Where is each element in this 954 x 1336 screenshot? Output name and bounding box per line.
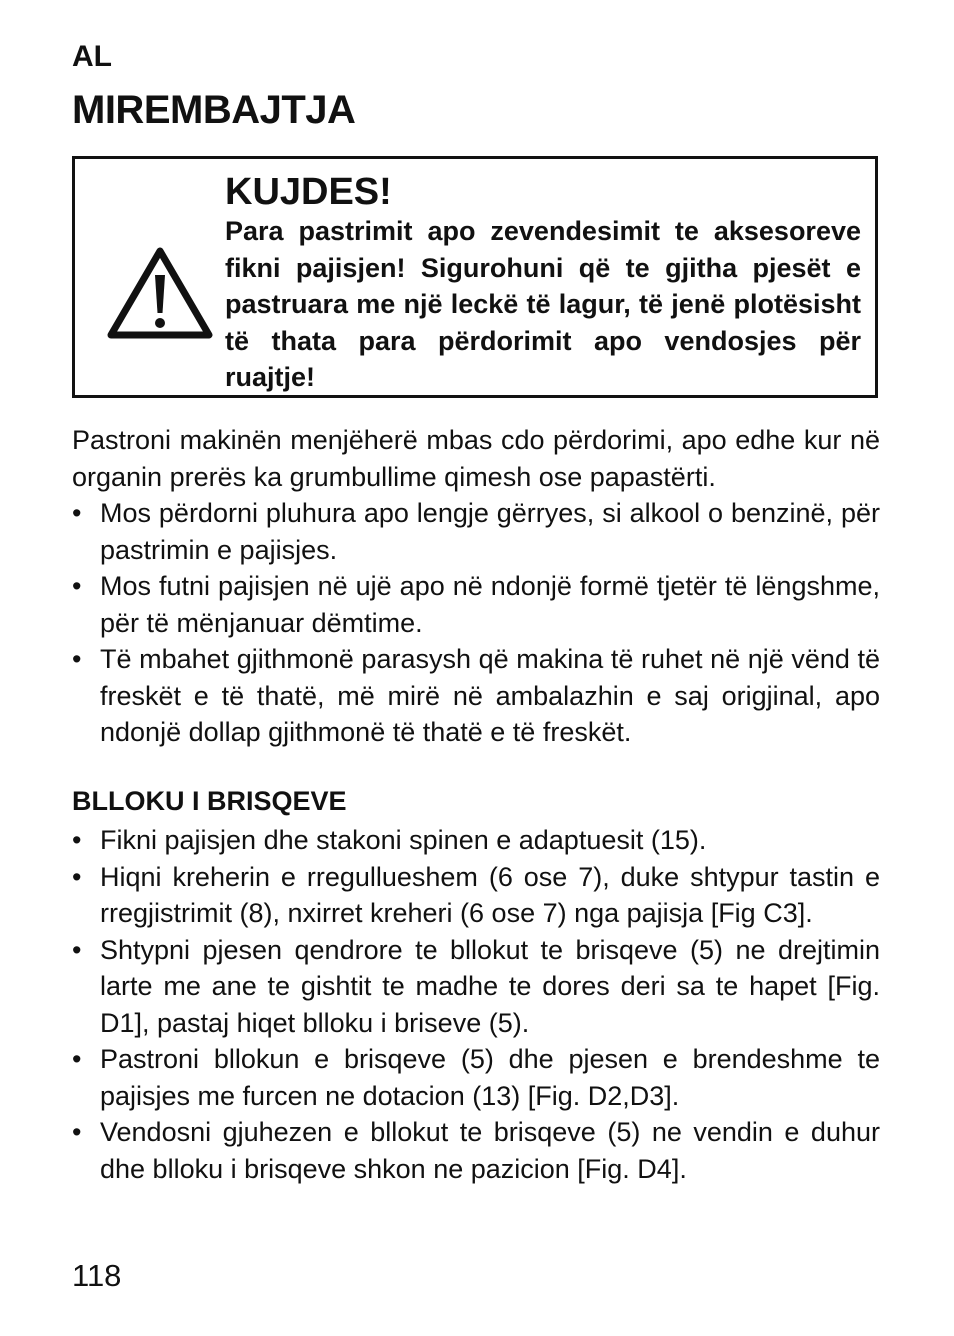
list-item-text: Shtypni pjesen qendrore te bllokut te brisqeve (5) ne drejtimin larte me ane te gishtit te madhe te dores deri sa te hapet [Fig. D1], pastaj hiqet blloku i briseve (5). xyxy=(100,934,880,1038)
list-item-text: Mos futni pajisjen në ujë apo në ndonjë formë tjetër të lëngshme, për të mënjanuar dëmtime. xyxy=(100,571,880,638)
list-item xyxy=(72,568,880,641)
bullet-icon: • xyxy=(72,1044,82,1074)
page-number: 118 xyxy=(72,1258,122,1293)
list-item xyxy=(72,859,880,932)
list-item-text: Pastroni bllokun e brisqeve (5) dhe pjesen e brendeshme te pajisjes me furcen ne dotacion (13) [Fig. D2,D3]. xyxy=(100,1044,880,1111)
page-title: MIREMBAJTJA xyxy=(72,88,356,132)
language-code: AL xyxy=(72,40,112,73)
section-heading: BLLOKU I BRISQEVE xyxy=(72,786,347,816)
list-item xyxy=(72,932,880,1042)
list-item xyxy=(72,1041,880,1114)
list-item xyxy=(72,822,880,859)
bullet-icon: • xyxy=(72,571,82,601)
warning-title: KUJDES! xyxy=(225,171,392,213)
list-item xyxy=(72,641,880,751)
list-item-text: Hiqni kreherin e rregullueshem (6 ose 7), duke shtypur tastin e rregjistrimit (8), nxirret kreheri (6 ose 7) nga pajisja [Fig C3]. xyxy=(100,861,880,928)
bullet-icon: • xyxy=(72,1117,82,1147)
warning-text: Para pastrimit apo zevendesimit te aksesoreve fikni pajisjen! Sigurohuni që te gjitha pjesët e pastruara me një leckë të lagur, të jenë plotësisht të thata para përdorimit apo vendosjes për ruajtje! xyxy=(225,216,861,392)
list-item xyxy=(72,495,880,568)
blade-bullet-list xyxy=(72,822,880,1187)
list-item-text: Vendosni gjuhezen e bllokut te brisqeve (5) ne vendin e duhur dhe blloku i brisqeve shkon ne pazicion [Fig. D4]. xyxy=(100,1117,880,1184)
warning-box xyxy=(72,156,878,398)
bullet-icon: • xyxy=(72,934,82,965)
list-item xyxy=(72,1114,880,1187)
bullet-icon: • xyxy=(72,498,82,528)
list-item-text: Mos përdorni pluhura apo lengje gërryes, si alkool o benzinë, për pastrimin e pajisjes. xyxy=(100,498,880,565)
bullet-icon: • xyxy=(72,861,82,892)
list-item-text: Të mbahet gjithmonë parasysh që makina të ruhet në një vënd të freskët e të thatë, më mirë në ambalazhin e saj origjinal, apo ndonjë dollap gjithmonë të thatë e të freskët. xyxy=(100,644,880,747)
warning-triangle-icon xyxy=(105,245,215,343)
bullet-icon: • xyxy=(72,644,82,674)
cleaning-bullet-list xyxy=(72,495,880,751)
intro-paragraph: Pastroni makinën menjëherë mbas cdo përdorimi, apo edhe kur në organin prerës ka grumbullime qimesh ose papastërti. xyxy=(72,425,880,492)
bullet-icon: • xyxy=(72,825,82,855)
list-item-text: Fikni pajisjen dhe stakoni spinen e adaptuesit (15). xyxy=(100,825,707,855)
